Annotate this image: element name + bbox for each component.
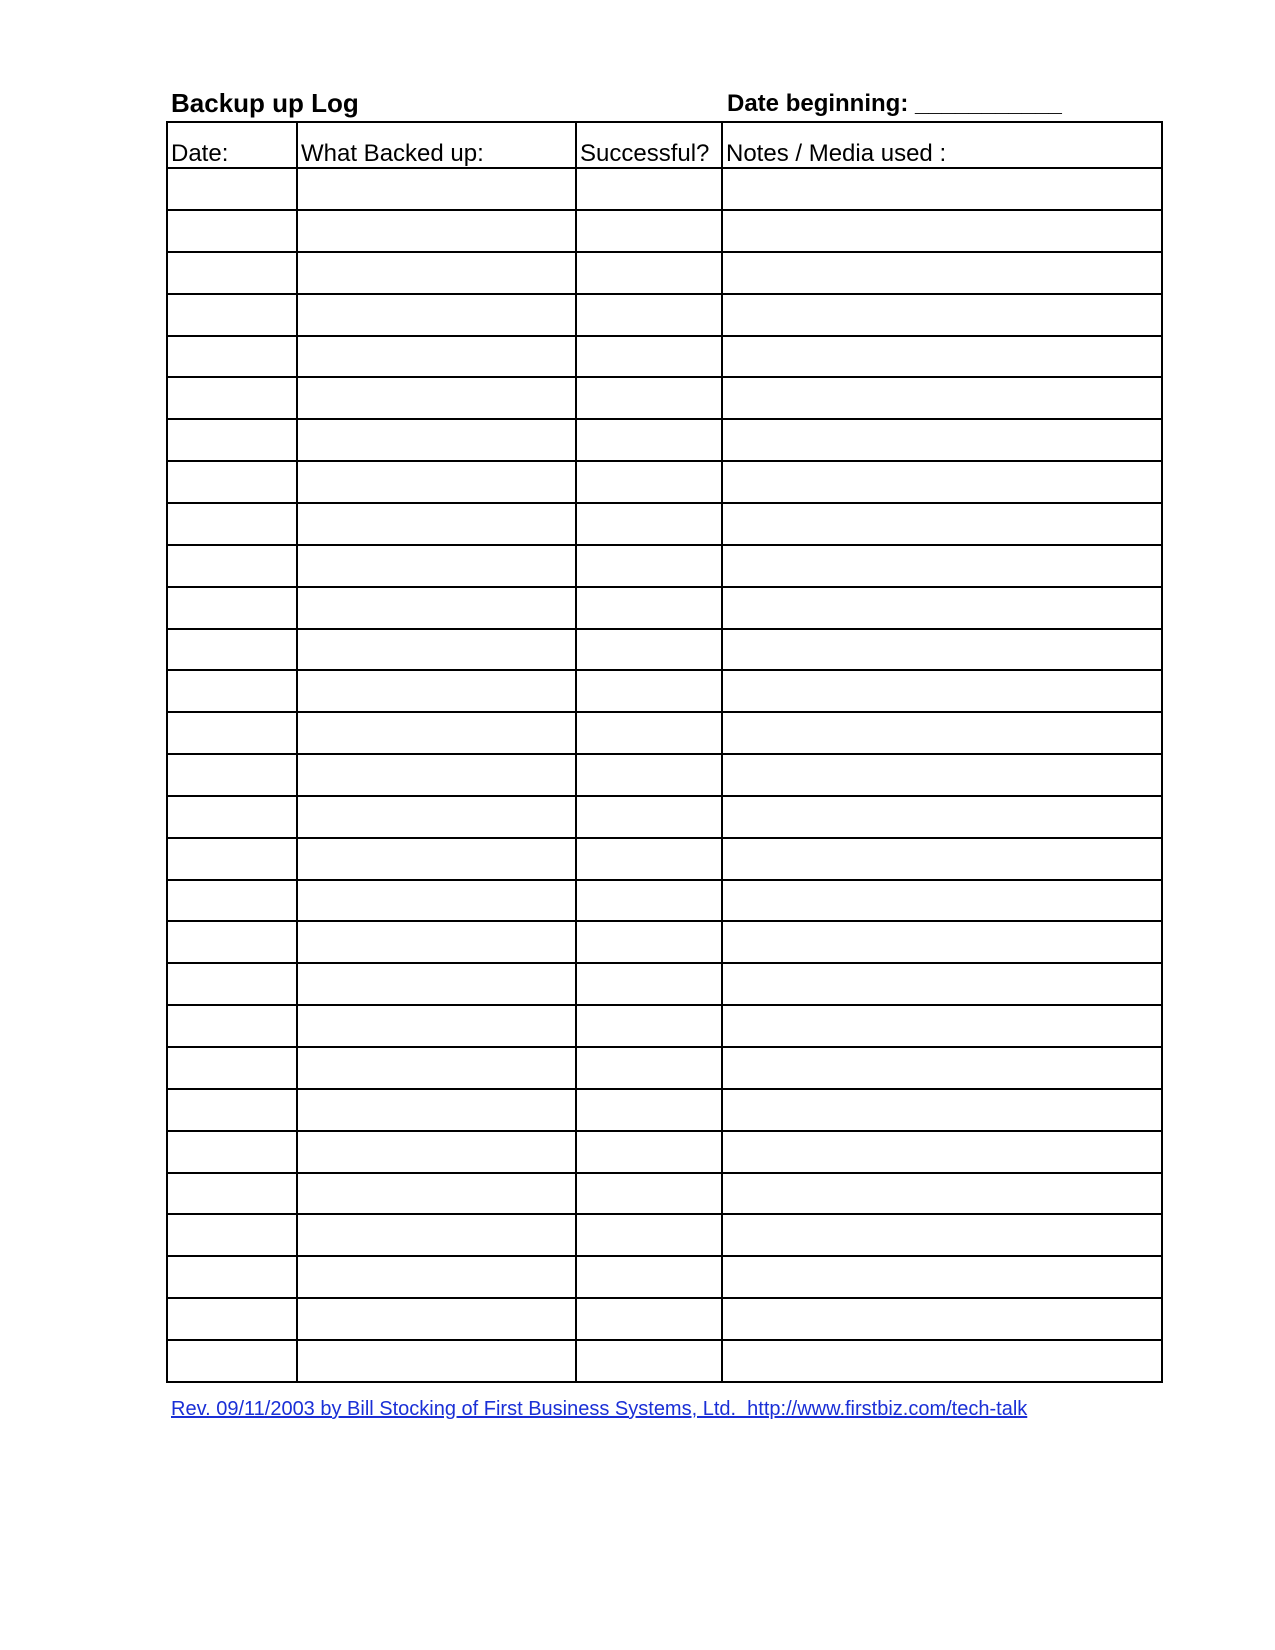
notes-cell[interactable] bbox=[722, 168, 1162, 210]
successful-cell[interactable] bbox=[576, 1214, 722, 1256]
table-row bbox=[167, 1214, 1162, 1256]
what-backed-up-cell[interactable] bbox=[297, 545, 576, 587]
column-header-successful: Successful? bbox=[576, 122, 722, 168]
what-backed-up-cell[interactable] bbox=[297, 1173, 576, 1215]
date-cell[interactable] bbox=[167, 1131, 297, 1173]
successful-cell[interactable] bbox=[576, 1047, 722, 1089]
notes-cell[interactable] bbox=[722, 1005, 1162, 1047]
what-backed-up-cell[interactable] bbox=[297, 336, 576, 378]
what-backed-up-cell[interactable] bbox=[297, 670, 576, 712]
table-row bbox=[167, 796, 1162, 838]
table-header-row bbox=[167, 122, 1162, 168]
successful-cell[interactable] bbox=[576, 629, 722, 671]
notes-cell[interactable] bbox=[722, 796, 1162, 838]
what-backed-up-cell[interactable] bbox=[297, 1005, 576, 1047]
notes-cell[interactable] bbox=[722, 670, 1162, 712]
table-row bbox=[167, 963, 1162, 1005]
table-row bbox=[167, 754, 1162, 796]
notes-cell[interactable] bbox=[722, 294, 1162, 336]
successful-cell[interactable] bbox=[576, 1089, 722, 1131]
notes-cell[interactable] bbox=[722, 545, 1162, 587]
what-backed-up-cell[interactable] bbox=[297, 210, 576, 252]
table-row bbox=[167, 1047, 1162, 1089]
table-row bbox=[167, 503, 1162, 545]
date-cell[interactable] bbox=[167, 210, 297, 252]
successful-cell[interactable] bbox=[576, 1173, 722, 1215]
table-row bbox=[167, 629, 1162, 671]
date-cell[interactable] bbox=[167, 921, 297, 963]
table-row bbox=[167, 377, 1162, 419]
date-cell[interactable] bbox=[167, 377, 297, 419]
successful-cell[interactable] bbox=[576, 377, 722, 419]
date-cell[interactable] bbox=[167, 294, 297, 336]
notes-cell[interactable] bbox=[722, 880, 1162, 922]
notes-cell[interactable] bbox=[722, 629, 1162, 671]
date-cell[interactable] bbox=[167, 1047, 297, 1089]
successful-cell[interactable] bbox=[576, 712, 722, 754]
table-row bbox=[167, 461, 1162, 503]
what-backed-up-cell[interactable] bbox=[297, 963, 576, 1005]
table-row bbox=[167, 545, 1162, 587]
date-cell[interactable] bbox=[167, 587, 297, 629]
notes-cell[interactable] bbox=[722, 419, 1162, 461]
table-row bbox=[167, 670, 1162, 712]
notes-cell[interactable] bbox=[722, 1173, 1162, 1215]
successful-cell[interactable] bbox=[576, 963, 722, 1005]
what-backed-up-cell[interactable] bbox=[297, 796, 576, 838]
table-row bbox=[167, 1005, 1162, 1047]
what-backed-up-cell[interactable] bbox=[297, 1089, 576, 1131]
what-backed-up-cell[interactable] bbox=[297, 838, 576, 880]
successful-cell[interactable] bbox=[576, 461, 722, 503]
successful-cell[interactable] bbox=[576, 168, 722, 210]
table-row bbox=[167, 1256, 1162, 1298]
date-beginning-field[interactable]: Date beginning: ___________ bbox=[727, 90, 1062, 117]
date-cell[interactable] bbox=[167, 1005, 297, 1047]
what-backed-up-cell[interactable] bbox=[297, 377, 576, 419]
notes-cell[interactable] bbox=[722, 963, 1162, 1005]
backup-log-body bbox=[167, 122, 1162, 1382]
successful-cell[interactable] bbox=[576, 838, 722, 880]
date-cell[interactable] bbox=[167, 168, 297, 210]
what-backed-up-cell[interactable] bbox=[297, 461, 576, 503]
table-row bbox=[167, 712, 1162, 754]
notes-cell[interactable] bbox=[722, 1340, 1162, 1382]
table-row bbox=[167, 1089, 1162, 1131]
table-row bbox=[167, 419, 1162, 461]
successful-cell[interactable] bbox=[576, 419, 722, 461]
what-backed-up-cell[interactable] bbox=[297, 1298, 576, 1340]
successful-cell[interactable] bbox=[576, 1340, 722, 1382]
date-cell[interactable] bbox=[167, 1340, 297, 1382]
date-cell[interactable] bbox=[167, 1173, 297, 1215]
notes-cell[interactable] bbox=[722, 336, 1162, 378]
what-backed-up-cell[interactable] bbox=[297, 880, 576, 922]
date-cell[interactable] bbox=[167, 252, 297, 294]
successful-cell[interactable] bbox=[576, 880, 722, 922]
table-row bbox=[167, 1131, 1162, 1173]
what-backed-up-cell[interactable] bbox=[297, 419, 576, 461]
notes-cell[interactable] bbox=[722, 377, 1162, 419]
what-backed-up-cell[interactable] bbox=[297, 754, 576, 796]
notes-cell[interactable] bbox=[722, 1131, 1162, 1173]
table-row bbox=[167, 1298, 1162, 1340]
successful-cell[interactable] bbox=[576, 1005, 722, 1047]
date-cell[interactable] bbox=[167, 503, 297, 545]
date-cell[interactable] bbox=[167, 1214, 297, 1256]
notes-cell[interactable] bbox=[722, 587, 1162, 629]
successful-cell[interactable] bbox=[576, 796, 722, 838]
notes-cell[interactable] bbox=[722, 503, 1162, 545]
successful-cell[interactable] bbox=[576, 1298, 722, 1340]
table-row bbox=[167, 587, 1162, 629]
successful-cell[interactable] bbox=[576, 921, 722, 963]
column-header-date: Date: bbox=[167, 122, 297, 168]
date-cell[interactable] bbox=[167, 419, 297, 461]
table-row bbox=[167, 1173, 1162, 1215]
backup-log-table bbox=[166, 121, 1163, 1383]
table-row bbox=[167, 838, 1162, 880]
what-backed-up-cell[interactable] bbox=[297, 587, 576, 629]
successful-cell[interactable] bbox=[576, 754, 722, 796]
date-cell[interactable] bbox=[167, 336, 297, 378]
table-row bbox=[167, 336, 1162, 378]
successful-cell[interactable] bbox=[576, 294, 722, 336]
date-cell[interactable] bbox=[167, 670, 297, 712]
column-header-notes: Notes / Media used : bbox=[722, 122, 1162, 168]
notes-cell[interactable] bbox=[722, 210, 1162, 252]
date-cell[interactable] bbox=[167, 963, 297, 1005]
what-backed-up-cell[interactable] bbox=[297, 921, 576, 963]
date-cell[interactable] bbox=[167, 545, 297, 587]
table-row bbox=[167, 880, 1162, 922]
what-backed-up-cell[interactable] bbox=[297, 294, 576, 336]
notes-cell[interactable] bbox=[722, 1214, 1162, 1256]
table-row bbox=[167, 168, 1162, 210]
what-backed-up-cell[interactable] bbox=[297, 1131, 576, 1173]
what-backed-up-cell[interactable] bbox=[297, 252, 576, 294]
date-cell[interactable] bbox=[167, 629, 297, 671]
column-header-what-backed-up: What Backed up: bbox=[297, 122, 576, 168]
table-row bbox=[167, 252, 1162, 294]
notes-cell[interactable] bbox=[722, 921, 1162, 963]
successful-cell[interactable] bbox=[576, 210, 722, 252]
successful-cell[interactable] bbox=[576, 587, 722, 629]
successful-cell[interactable] bbox=[576, 670, 722, 712]
notes-cell[interactable] bbox=[722, 1256, 1162, 1298]
successful-cell[interactable] bbox=[576, 503, 722, 545]
successful-cell[interactable] bbox=[576, 1256, 722, 1298]
what-backed-up-cell[interactable] bbox=[297, 712, 576, 754]
successful-cell[interactable] bbox=[576, 252, 722, 294]
what-backed-up-cell[interactable] bbox=[297, 1214, 576, 1256]
date-cell[interactable] bbox=[167, 1298, 297, 1340]
notes-cell[interactable] bbox=[722, 252, 1162, 294]
notes-cell[interactable] bbox=[722, 1298, 1162, 1340]
table-row bbox=[167, 294, 1162, 336]
what-backed-up-cell[interactable] bbox=[297, 1340, 576, 1382]
what-backed-up-cell[interactable] bbox=[297, 629, 576, 671]
what-backed-up-cell[interactable] bbox=[297, 1047, 576, 1089]
what-backed-up-cell[interactable] bbox=[297, 503, 576, 545]
successful-cell[interactable] bbox=[576, 336, 722, 378]
notes-cell[interactable] bbox=[722, 838, 1162, 880]
date-cell[interactable] bbox=[167, 1089, 297, 1131]
page-title: Backup up Log bbox=[171, 88, 359, 118]
successful-cell[interactable] bbox=[576, 1131, 722, 1173]
date-cell[interactable] bbox=[167, 796, 297, 838]
date-cell[interactable] bbox=[167, 754, 297, 796]
table-row bbox=[167, 921, 1162, 963]
notes-cell[interactable] bbox=[722, 754, 1162, 796]
table-row bbox=[167, 1340, 1162, 1382]
date-cell[interactable] bbox=[167, 880, 297, 922]
notes-cell[interactable] bbox=[722, 712, 1162, 754]
date-cell[interactable] bbox=[167, 838, 297, 880]
notes-cell[interactable] bbox=[722, 1089, 1162, 1131]
date-cell[interactable] bbox=[167, 1256, 297, 1298]
date-cell[interactable] bbox=[167, 461, 297, 503]
notes-cell[interactable] bbox=[722, 461, 1162, 503]
what-backed-up-cell[interactable] bbox=[297, 168, 576, 210]
successful-cell[interactable] bbox=[576, 545, 722, 587]
what-backed-up-cell[interactable] bbox=[297, 1256, 576, 1298]
table-row bbox=[167, 210, 1162, 252]
date-cell[interactable] bbox=[167, 712, 297, 754]
footer-credit-link[interactable]: Rev. 09/11/2003 by Bill Stocking of First Business Systems, Ltd. http://www.firstbiz.com/tech-talk bbox=[171, 1398, 1028, 1420]
notes-cell[interactable] bbox=[722, 1047, 1162, 1089]
